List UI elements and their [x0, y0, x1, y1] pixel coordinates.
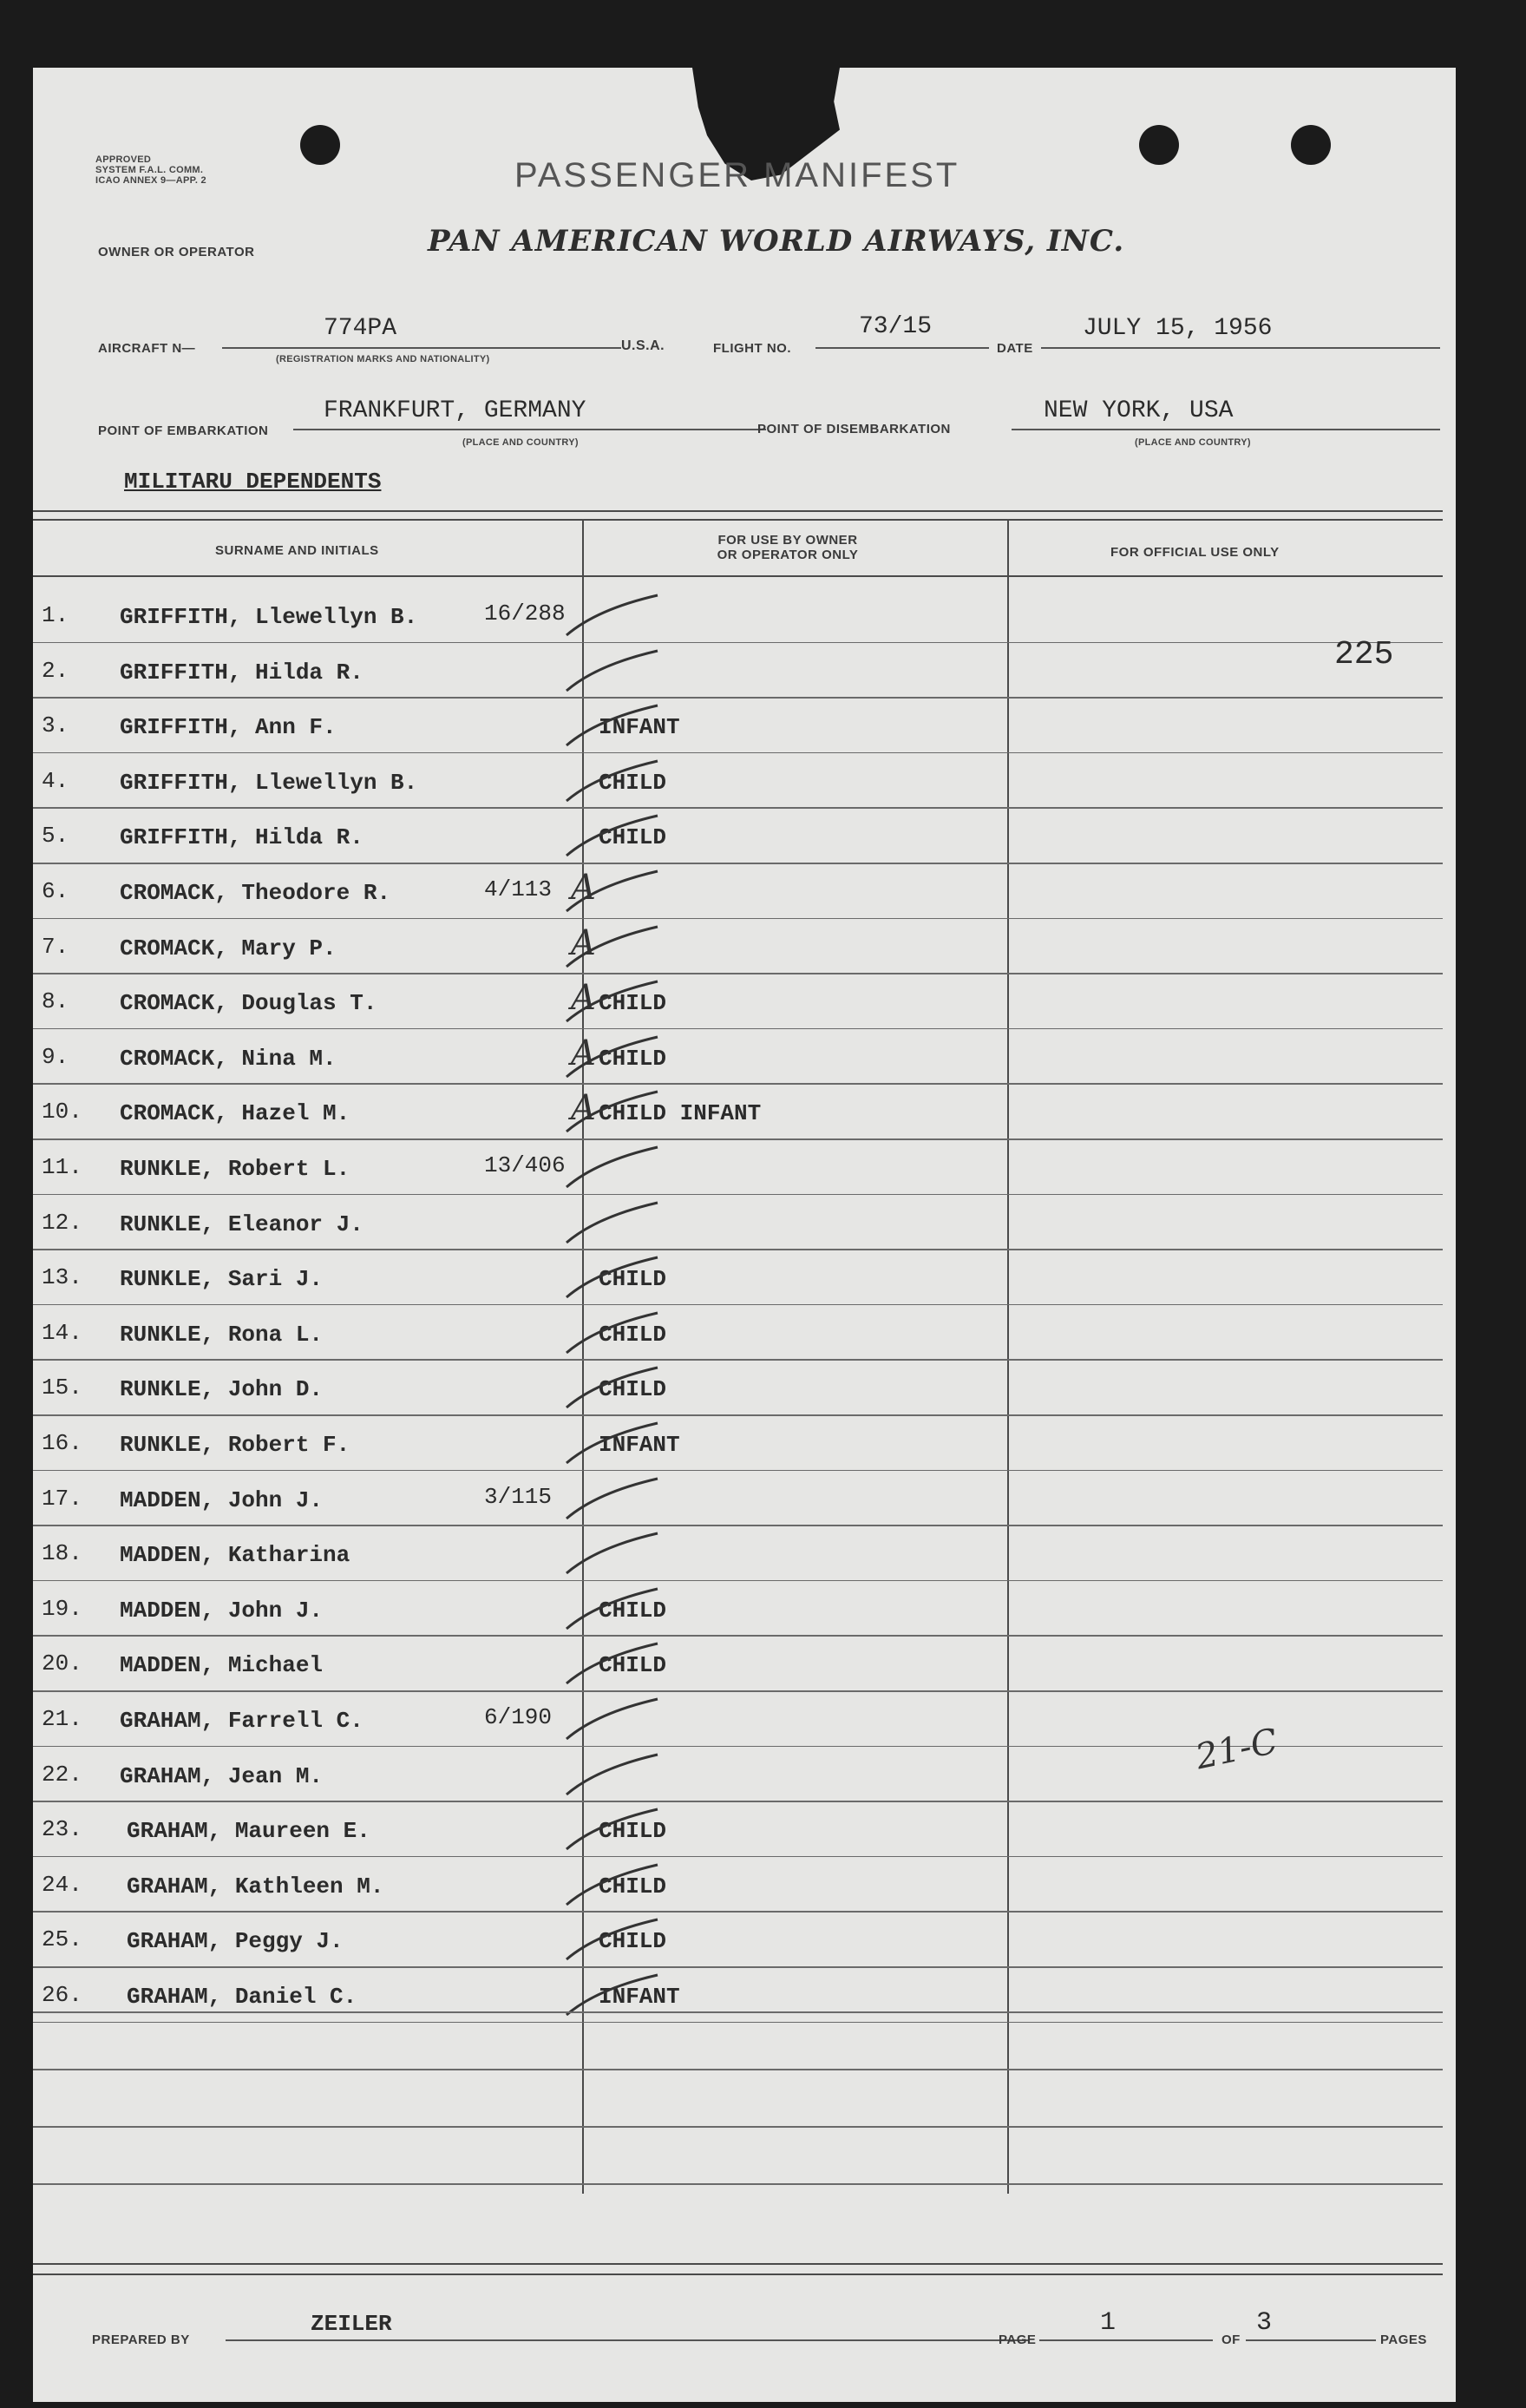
passenger-code: 3/115 [484, 1483, 553, 1510]
handwritten-mark: A [571, 1088, 596, 1129]
owner-label: OWNER OR OPERATOR [98, 245, 255, 259]
check-mark-icon [562, 1086, 666, 1138]
date-label: DATE [997, 341, 1033, 356]
page-title: PASSENGER MANIFEST [514, 156, 960, 194]
row-number: 21. [42, 1706, 82, 1732]
passenger-category: INFANT [599, 714, 680, 741]
passenger-category: INFANT [599, 1432, 680, 1458]
column-header-official: FOR OFFICIAL USE ONLY [1110, 545, 1280, 560]
passenger-code: 13/406 [484, 1152, 566, 1178]
check-mark-icon [562, 590, 666, 642]
row-divider [33, 1249, 1443, 1250]
passenger-name: RUNKLE, Robert L. [120, 1156, 350, 1182]
passenger-name: MADDEN, John J. [120, 1486, 324, 1513]
handwritten-mark: A [571, 868, 596, 908]
official-note-225: 225 [1334, 636, 1394, 673]
punch-hole-right-1 [1139, 125, 1179, 165]
row-number: 7. [42, 933, 69, 960]
of-value: 3 [1256, 2308, 1273, 2338]
check-mark-icon [562, 756, 666, 808]
row-divider [33, 642, 1443, 644]
punch-hole-right-2 [1291, 125, 1331, 165]
passenger-category: CHILD [599, 1928, 667, 1955]
manifest-sheet [33, 68, 1456, 2402]
row-number: 22. [42, 1761, 82, 1788]
check-mark-icon [562, 1362, 666, 1414]
check-mark-icon [562, 1970, 666, 2022]
date-value: JULY 15, 1956 [1083, 315, 1273, 342]
aircraft-value: 774PA [324, 315, 397, 342]
row-number: 14. [42, 1319, 82, 1346]
check-mark-icon [562, 866, 666, 918]
official-note-21c: 21-C [1192, 1721, 1281, 1778]
passenger-name: GRIFFITH, Hilda R. [120, 659, 363, 686]
passenger-category: CHILD [599, 1376, 667, 1403]
passenger-category: INFANT [599, 1984, 680, 2010]
page-value: 1 [1100, 2308, 1117, 2338]
passenger-category: CHILD [599, 1321, 667, 1348]
row-divider [33, 1414, 1443, 1416]
row-divider [33, 2022, 1443, 2024]
check-mark-icon [562, 1418, 666, 1470]
row-divider [33, 1194, 1443, 1196]
check-mark-icon [562, 976, 666, 1028]
punch-hole-left [300, 125, 340, 165]
check-mark-icon [562, 1308, 666, 1360]
row-number: 5. [42, 823, 69, 850]
row-number: 18. [42, 1540, 82, 1567]
passenger-code: 4/113 [484, 876, 553, 902]
row-divider [33, 752, 1443, 754]
column-header-owner: FOR USE BY OWNER OR OPERATOR ONLY [717, 533, 859, 562]
passenger-name: GRAHAM, Daniel C. [127, 1984, 357, 2010]
row-divider [33, 1801, 1443, 1802]
passenger-code: 16/288 [484, 600, 566, 627]
prepared-by-value: ZEILER [311, 2311, 392, 2337]
embarkation-label: POINT OF EMBARKATION [98, 423, 269, 438]
embarkation-value: FRANKFURT, GERMANY [324, 397, 586, 424]
passenger-category: CHILD [599, 1266, 667, 1293]
check-mark-icon [562, 1032, 666, 1084]
check-mark-icon [562, 1473, 666, 1526]
passenger-name: GRIFFITH, Hilda R. [120, 824, 363, 851]
row-number: 17. [42, 1485, 82, 1512]
passenger-name: CROMACK, Douglas T. [120, 990, 377, 1017]
passenger-name: CROMACK, Hazel M. [120, 1100, 350, 1127]
row-divider [33, 1028, 1443, 1030]
row-number: 25. [42, 1926, 82, 1953]
of-label: OF [1221, 2333, 1241, 2347]
row-divider [33, 1304, 1443, 1306]
section-label: MILITARU DEPENDENTS [124, 469, 382, 495]
passenger-category: CHILD [599, 769, 667, 796]
row-divider [33, 697, 1443, 699]
row-number: 4. [42, 767, 69, 794]
check-mark-icon [562, 1252, 666, 1304]
row-divider [33, 1690, 1443, 1692]
passenger-category: CHILD [599, 1652, 667, 1679]
row-divider [33, 1635, 1443, 1637]
passenger-name: GRAHAM, Peggy J. [127, 1928, 344, 1955]
row-divider [33, 1470, 1443, 1472]
row-number: 11. [42, 1154, 82, 1180]
passenger-category: CHILD [599, 1818, 667, 1845]
check-mark-icon [562, 1528, 666, 1580]
check-mark-icon [562, 922, 666, 974]
airline-name: PAN AMERICAN WORLD AIRWAYS, INC. [428, 224, 1125, 259]
row-number: 16. [42, 1430, 82, 1456]
row-divider [33, 1856, 1443, 1858]
row-number: 23. [42, 1816, 82, 1843]
passenger-category: CHILD [599, 1597, 667, 1624]
row-divider [33, 918, 1443, 920]
passenger-name: RUNKLE, John D. [120, 1376, 324, 1403]
row-number: 24. [42, 1871, 82, 1898]
row-number: 13. [42, 1264, 82, 1291]
disembarkation-value: NEW YORK, USA [1044, 397, 1234, 424]
passenger-category: CHILD INFANT [599, 1100, 762, 1127]
row-number: 19. [42, 1595, 82, 1622]
row-number: 20. [42, 1650, 82, 1677]
row-number: 3. [42, 712, 69, 739]
disembarkation-caption: (PLACE AND COUNTRY) [1135, 437, 1251, 448]
passenger-name: MADDEN, Katharina [120, 1542, 350, 1569]
passenger-name: GRAHAM, Maureen E. [127, 1818, 370, 1845]
passenger-name: RUNKLE, Sari J. [120, 1266, 324, 1293]
row-divider [33, 807, 1443, 809]
check-mark-icon [562, 1749, 666, 1801]
row-number: 9. [42, 1043, 69, 1070]
row-divider [33, 1580, 1443, 1582]
passenger-category: CHILD [599, 1045, 667, 1072]
check-mark-icon [562, 810, 666, 863]
registration-caption: (REGISTRATION MARKS AND NATIONALITY) [276, 354, 490, 364]
check-mark-icon [562, 1197, 666, 1250]
pages-label: PAGES [1380, 2333, 1427, 2347]
passenger-category: CHILD [599, 824, 667, 851]
handwritten-mark: A [571, 978, 596, 1019]
embarkation-caption: (PLACE AND COUNTRY) [462, 437, 579, 448]
row-divider [33, 1966, 1443, 1968]
row-number: 2. [42, 657, 69, 684]
passenger-name: CROMACK, Mary P. [120, 935, 337, 961]
prepared-by-label: PREPARED BY [92, 2333, 190, 2347]
row-number: 10. [42, 1099, 82, 1125]
row-number: 1. [42, 602, 69, 628]
passenger-name: RUNKLE, Robert F. [120, 1432, 350, 1458]
passenger-name: GRAHAM, Kathleen M. [127, 1873, 384, 1899]
passenger-name: GRAHAM, Jean M. [120, 1762, 324, 1789]
handwritten-mark: A [571, 922, 596, 963]
usa-label: U.S.A. [621, 338, 665, 353]
passenger-name: RUNKLE, Rona L. [120, 1321, 324, 1348]
passenger-code: 6/190 [484, 1704, 553, 1730]
row-divider [33, 1138, 1443, 1140]
row-number: 8. [42, 988, 69, 1015]
passenger-category: CHILD [599, 990, 667, 1017]
page-label: PAGE [999, 2333, 1037, 2347]
passenger-category: CHILD [599, 1873, 667, 1899]
check-mark-icon [562, 1638, 666, 1690]
row-divider [33, 863, 1443, 864]
row-number: 12. [42, 1209, 82, 1236]
passenger-name: CROMACK, Theodore R. [120, 880, 391, 906]
check-mark-icon [562, 1142, 666, 1194]
passenger-name: RUNKLE, Eleanor J. [120, 1211, 363, 1237]
handwritten-mark: A [571, 1033, 596, 1073]
passenger-name: MADDEN, Michael [120, 1652, 324, 1679]
flight-value: 73/15 [859, 313, 933, 340]
passenger-name: GRIFFITH, Ann F. [120, 714, 337, 741]
check-mark-icon [562, 1860, 666, 1912]
check-mark-icon [562, 700, 666, 752]
row-number: 6. [42, 878, 69, 904]
passenger-name: CROMACK, Nina M. [120, 1045, 337, 1072]
check-mark-icon [562, 646, 666, 698]
row-divider [33, 1911, 1443, 1913]
row-divider [33, 973, 1443, 974]
row-number: 15. [42, 1375, 82, 1401]
approval-stamp: APPROVED SYSTEM F.A.L. COMM. ICAO ANNEX 9—APP. 2 [95, 154, 206, 186]
row-divider [33, 1083, 1443, 1085]
passenger-name: GRAHAM, Farrell C. [120, 1708, 363, 1734]
check-mark-icon [562, 1804, 666, 1856]
passenger-name: GRIFFITH, Llewellyn B. [120, 769, 418, 796]
check-mark-icon [562, 1694, 666, 1746]
passenger-name: GRIFFITH, Llewellyn B. [120, 604, 418, 630]
aircraft-label: AIRCRAFT N— [98, 341, 196, 356]
disembarkation-label: POINT OF DISEMBARKATION [757, 422, 951, 436]
row-divider [33, 1359, 1443, 1361]
check-mark-icon [562, 1584, 666, 1636]
check-mark-icon [562, 1914, 666, 1966]
column-header-surname: SURNAME AND INITIALS [215, 543, 379, 558]
row-number: 26. [42, 1982, 82, 2008]
row-divider [33, 1525, 1443, 1526]
flight-label: FLIGHT NO. [713, 341, 791, 356]
passenger-name: MADDEN, John J. [120, 1597, 324, 1624]
